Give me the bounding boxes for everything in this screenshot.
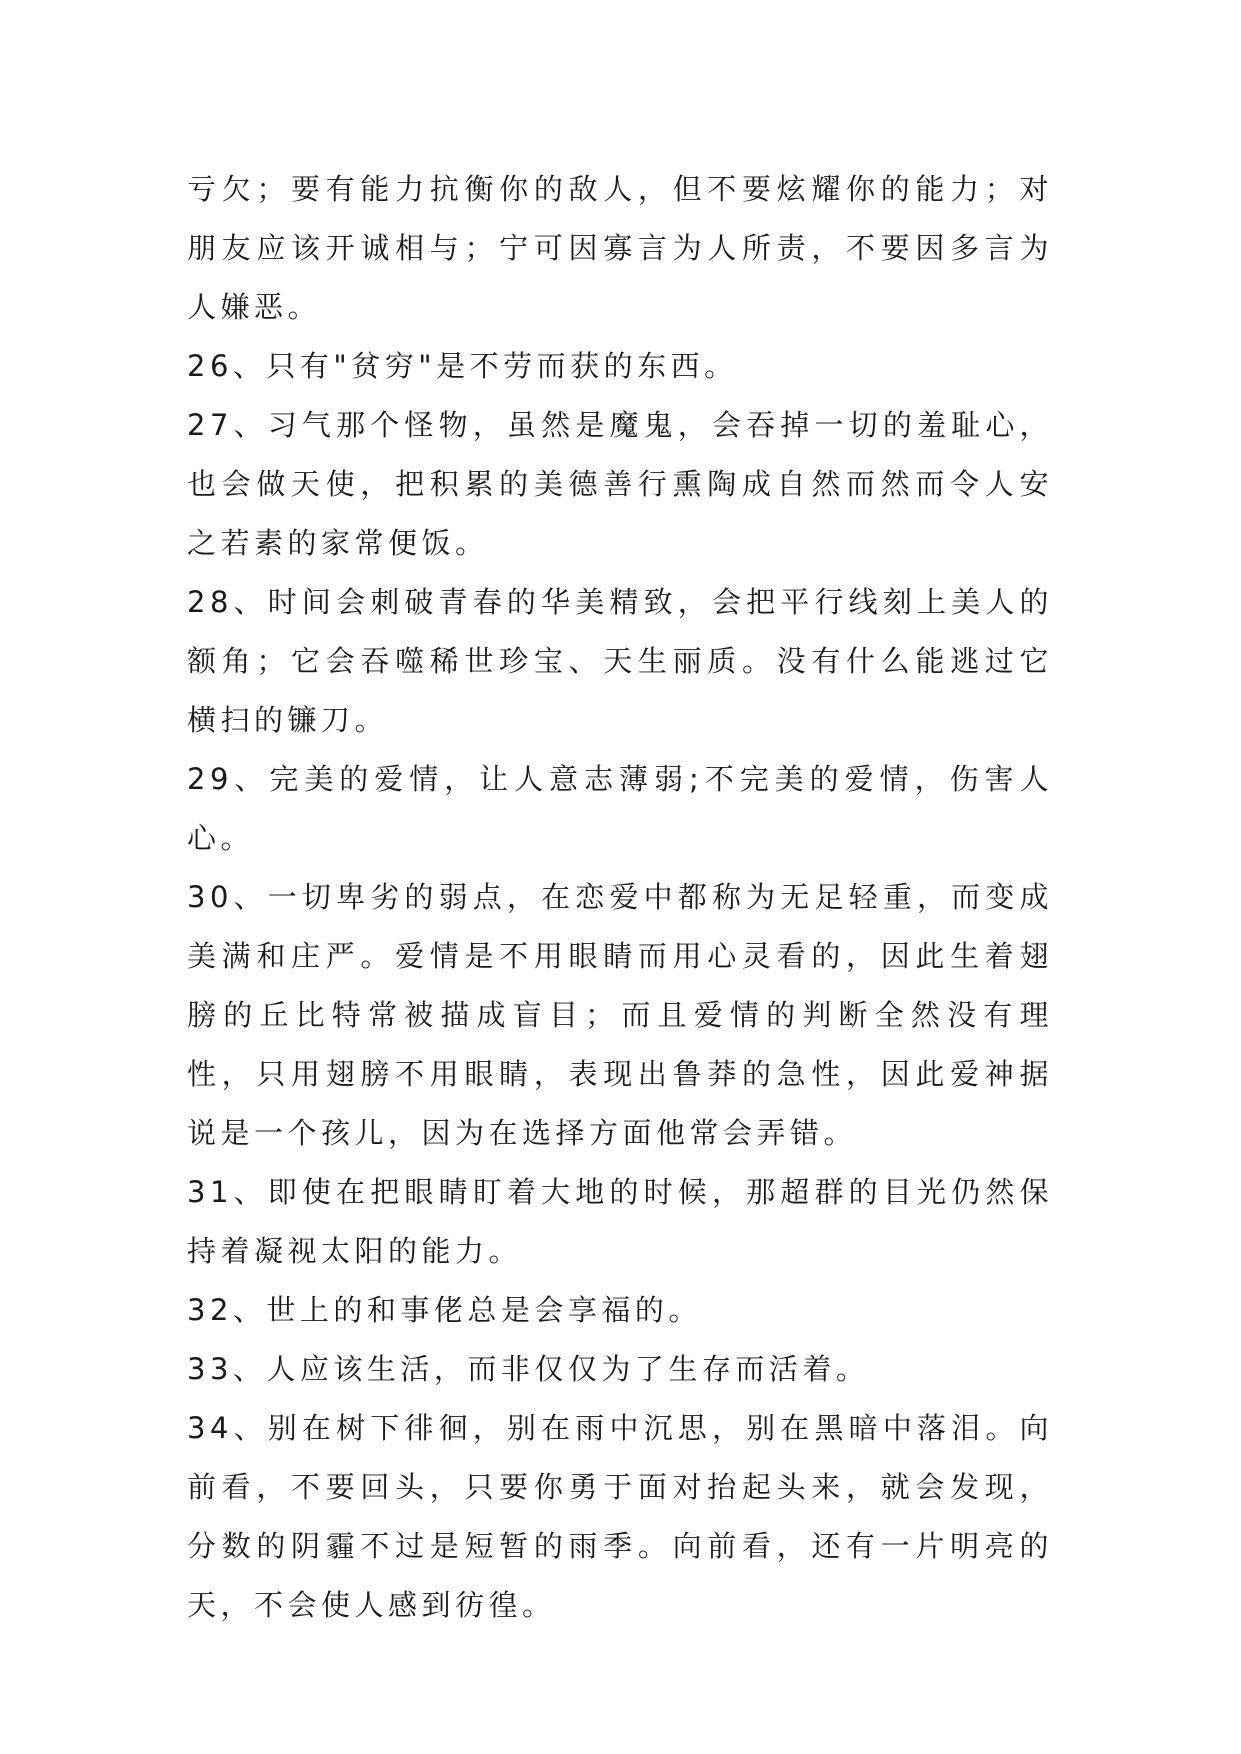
paragraph-30: 30、一切卑劣的弱点，在恋爱中都称为无足轻重，而变成美满和庄严。爱情是不用眼睛而用心灵看的，因此生着翅膀的丘比特常被描成盲目；而且爱情的判断全然没有理性，只用翅膀不用眼睛，表现出鲁莽的急性，因此爱神据说是一个孩儿，因为在选择方面他常会弄错。 bbox=[187, 880, 1053, 1150]
paragraph-34: 34、别在树下徘徊，别在雨中沉思，别在黑暗中落泪。向前看，不要回头，只要你勇于面对抬起头来，就会发现，分数的阴霾不过是短暂的雨季。向前看，还有一片明亮的天，不会使人感到彷徨。 bbox=[187, 1411, 1053, 1622]
paragraph-29: 29、完美的爱情，让人意志薄弱;不完美的爱情，伤害人心。 bbox=[187, 762, 1053, 855]
paragraph-27: 27、习气那个怪物，虽然是魔鬼，会吞掉一切的羞耻心，也会做天使，把积累的美德善行熏陶成自然而然而令人安之若素的家常便饭。 bbox=[187, 408, 1053, 560]
paragraph-32: 32、世上的和事佬总是会享福的。 bbox=[187, 1293, 702, 1327]
paragraph-25-continued: 亏欠；要有能力抗衡你的敌人，但不要炫耀你的能力；对朋友应该开诚相与；宁可因寡言为人所责，不要因多言为人嫌恶。 bbox=[187, 172, 1053, 324]
paragraph-31: 31、即使在把眼睛盯着大地的时候，那超群的目光仍然保持着凝视太阳的能力。 bbox=[187, 1175, 1053, 1268]
paragraph-28: 28、时间会刺破青春的华美精致，会把平行线刻上美人的额角；它会吞噬稀世珍宝、天生丽质。没有什么能逃过它横扫的镰刀。 bbox=[187, 585, 1053, 737]
document-body bbox=[187, 160, 1053, 1635]
paragraph-26: 26、只有"贫穷"是不劳而获的东西。 bbox=[187, 349, 738, 383]
paragraph-33: 33、人应该生活，而非仅仅为了生存而活着。 bbox=[187, 1352, 870, 1386]
